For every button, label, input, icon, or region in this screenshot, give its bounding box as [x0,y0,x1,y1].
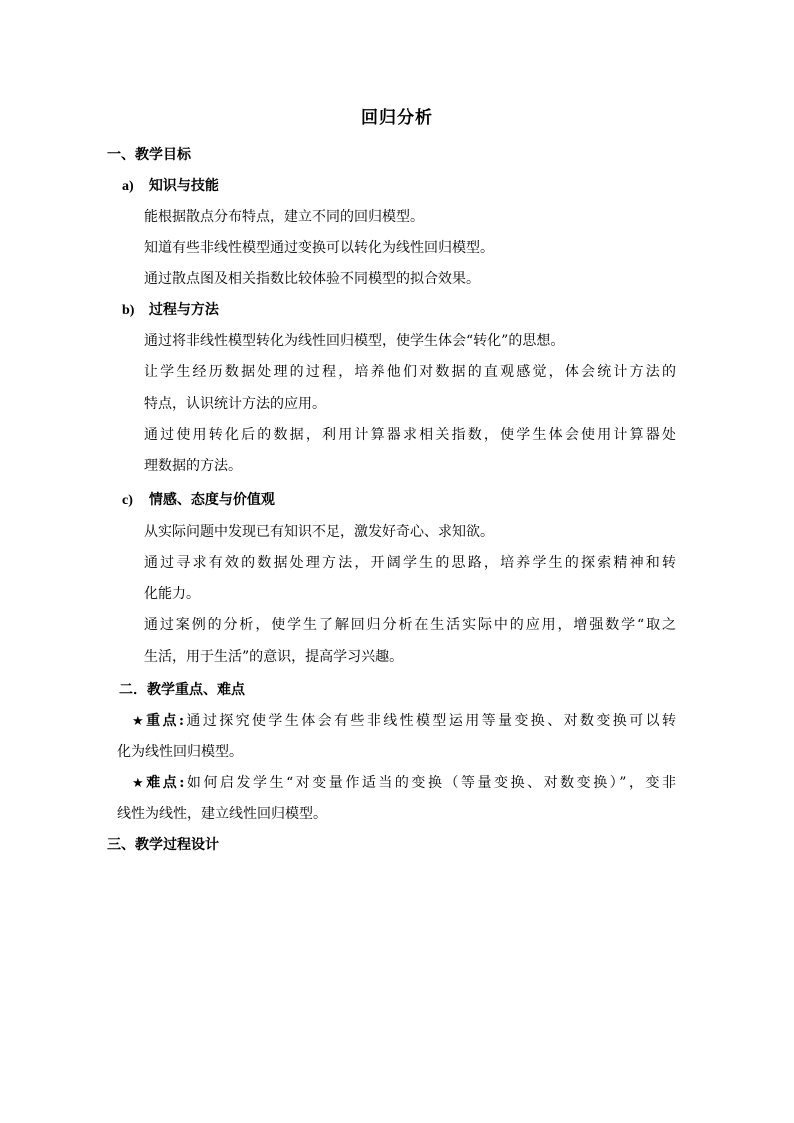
subsection-heading-process [122,301,219,320]
paragraph-line: 化能力。 [144,586,200,602]
paragraph-line: 通过使用转化后的数据，利用计算器求相关指数，使学生体会使用计算器处 [144,427,676,443]
paragraph-line: 通过案例的分析，使学生了解回归分析在生活实际中的应用，增强数学“取之 [144,617,676,633]
star-icon: ★ [132,776,147,791]
subsection-label: c) [122,493,133,508]
paragraph-line: 特点，认识统计方法的应用。 [144,396,326,412]
subsection-title: 过程与方法 [148,302,219,318]
star-icon: ★ [132,714,147,729]
difficulty-text: 如何启发学生“对变量作适当的变换（等量变换、对数变换）”，变非 [184,775,676,791]
paragraph-line: 从实际问题中发现已有知识不足，激发好奇心、求知欲。 [144,524,494,540]
difficulty-line [132,774,676,793]
document-title: 回归分析 [361,108,433,128]
key-point-text: 通过探究使学生体会有些非线性模型运用等量变换、对数变换可以转 [184,713,677,729]
paragraph-line: 知道有些非线性模型通过变换可以转化为线性回归模型。 [144,240,494,256]
subsection-label: a) [122,179,134,194]
paragraph-line: 理数据的方法。 [144,458,242,474]
subsection-title: 知识与技能 [148,178,219,194]
section-heading-process-design: 三、教学过程设计 [107,837,219,853]
subsection-title: 情感、态度与价值观 [148,492,275,508]
subsection-label: b) [122,303,135,318]
paragraph-line: 能根据散点分布特点，建立不同的回归模型。 [144,209,424,225]
paragraph-line: 通过散点图及相关指数比较体验不同模型的拟合效果。 [144,271,480,287]
paragraph-line: 生活，用于生活”的意识，提高学习兴趣。 [144,649,404,665]
subsection-heading-knowledge [122,177,219,196]
paragraph-line: 让学生经历数据处理的过程，培养他们对数据的直观感觉，体会统计方法的 [144,364,676,380]
subsection-heading-values [122,491,275,510]
section-heading-key-points: 二．教学重点、难点 [119,682,245,698]
difficulty-label: 难点: [146,775,185,791]
key-point-line [132,712,676,731]
key-point-label: 重点: [146,713,185,729]
difficulty-line: 线性为线性，建立线性回归模型。 [117,806,327,822]
section-heading-objectives: 一、教学目标 [107,147,191,163]
paragraph-line: 通过寻求有效的数据处理方法，开阔学生的思路，培养学生的探索精神和转 [144,555,676,571]
key-point-line: 化为线性回归模型。 [117,744,243,760]
paragraph-line: 通过将非线性模型转化为线性回归模型，使学生体会“转化”的思想。 [144,333,565,349]
